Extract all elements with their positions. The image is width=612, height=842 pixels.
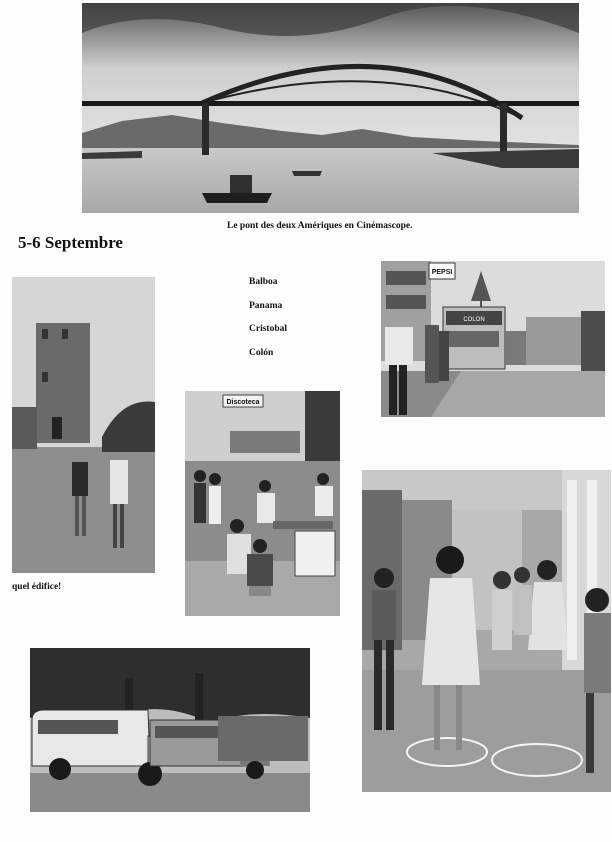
bus-station-photo (381, 261, 605, 417)
market-photo-graphic (362, 470, 611, 792)
tower-photo-graphic (12, 277, 155, 573)
section-title: 5-6 Septembre (18, 233, 123, 252)
bridge-photo (82, 3, 579, 213)
place-name: Cristobal (249, 324, 287, 334)
tower-photo (12, 277, 155, 573)
place-name: Colón (249, 347, 274, 358)
place-list (249, 276, 287, 370)
old-buses-photo (30, 648, 310, 812)
market-photo (362, 470, 611, 792)
discoteca-photo-graphic (185, 391, 340, 616)
discoteca-photo (185, 391, 340, 616)
bus-station-photo-graphic (381, 261, 605, 417)
old-buses-photo-graphic (30, 648, 310, 812)
pepsi-sign: PEPSI (431, 269, 453, 276)
side-caption: quel édifice! (12, 582, 62, 592)
bus-destination: COLON (463, 317, 485, 323)
place-name: Panama (249, 300, 283, 311)
bridge-caption: Le pont des deux Amériques en Cinémascope. (227, 221, 413, 231)
bridge-photo-graphic (82, 3, 579, 213)
discoteca-sign: Discoteca (226, 399, 260, 406)
place-name: Balboa (249, 277, 278, 287)
